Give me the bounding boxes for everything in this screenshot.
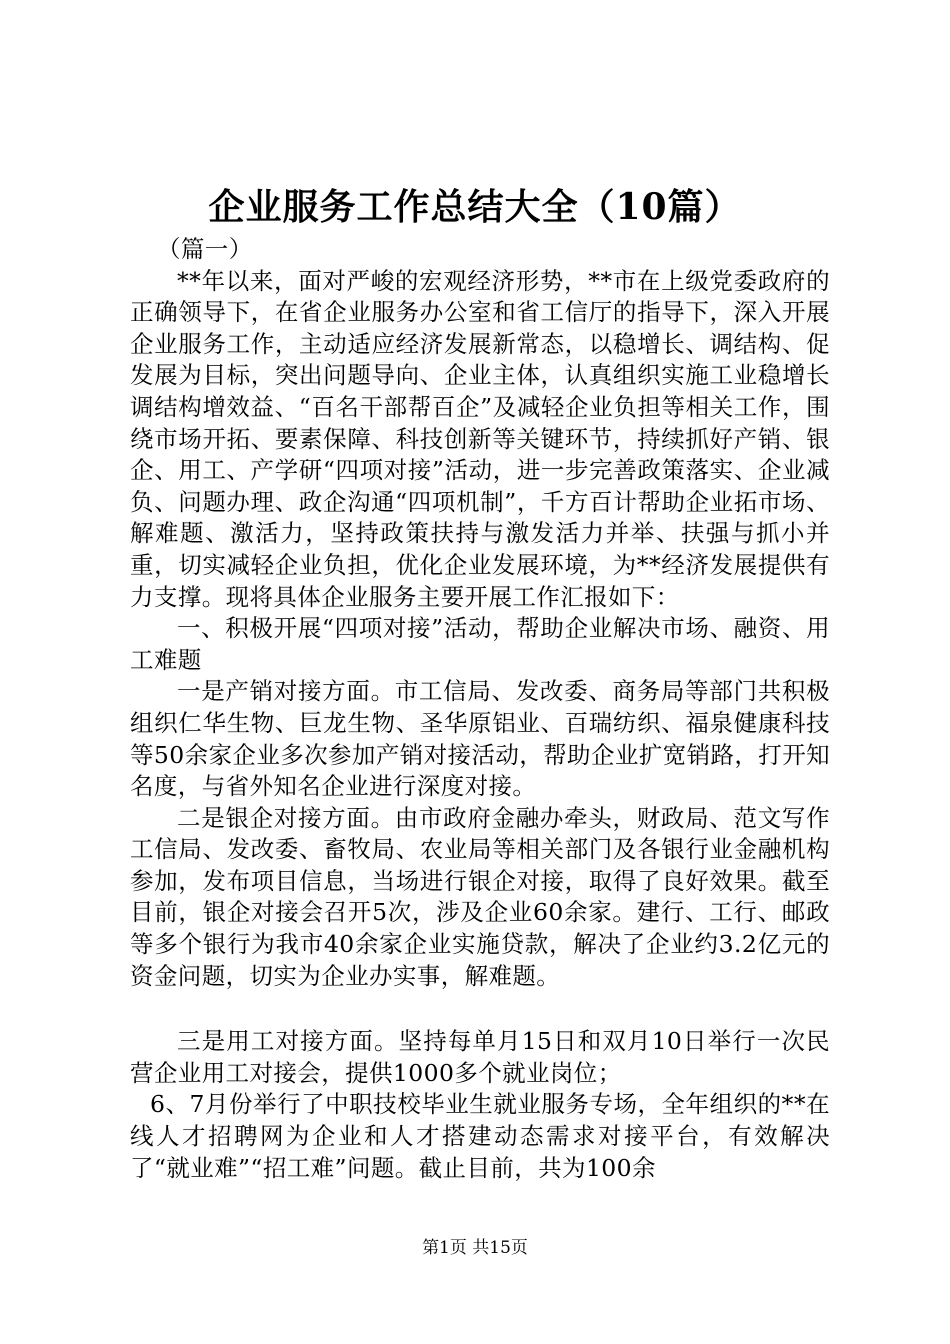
paragraph-sales-docking: 一是产销对接方面。市工信局、发改委、商务局等部门共积极组织仁华生物、巨龙生物、圣华原铝业、百瑞纺织、福泉健康科技等50余家企业多次参加产销对接活动，帮助企业扩宽销路，打开知名度，与省外知名企业进行深度对接。	[130, 677, 830, 801]
paragraph-heading-four-docking: 一、积极开展“四项对接”活动，帮助企业解决市场、融资、用工难题	[130, 614, 830, 674]
paragraph-bank-docking: 二是银企对接方面。由市政府金融办牵头，财政局、范文写作工信局、发改委、畜牧局、农业局等相关部门及各银行业金融机构参加，发布项目信息，当场进行银企对接，取得了良好效果。截至目前，银企对接会召开5次，涉及企业60余家。建行、工行、邮政等多个银行为我市40余家企业实施贷款，解决了企业约3.2亿元的资金问题，切实为企业办实事，解难题。	[130, 803, 830, 990]
blank-line	[130, 992, 830, 1026]
paragraph-graduate-employment: 6、7月份举行了中职技校毕业生就业服务专场，全年组织的**在线人才招聘网为企业和人才搭建动态需求对接平台，有效解决了“就业难”“招工难”问题。截止目前，共为100余	[130, 1090, 830, 1182]
paragraph-employment-docking: 三是用工对接方面。坚持每单月15日和双月10日举行一次民营企业用工对接会，提供1000多个就业岗位；	[130, 1027, 830, 1087]
document-title: 企业服务工作总结大全（10篇）	[208, 186, 742, 228]
page-number-footer: 第1页 共15页	[422, 1238, 528, 1258]
section-label: （篇一）	[157, 235, 253, 263]
paragraph-intro: **年以来，面对严峻的宏观经济形势，**市在上级党委政府的正确领导下，在省企业服务办公室和省工信厅的指导下，深入开展企业服务工作，主动适应经济发展新常态，以稳增长、调结构、促发展为目标，突出问题导向、企业主体，认真组织实施工业稳增长调结构增效益、“百名干部帮百企”及减轻企业负担等相关工作，围绕市场开拓、要素保障、科技创新等关键环节，持续抓好产销、银企、用工、产学研“四项对接”活动，进一步完善政策落实、企业减负、问题办理、政企沟通“四项机制”，千方百计帮助企业拓市场、解难题、激活力，坚持政策扶持与激发活力并举、扶强与抓小并重，切实减轻企业负担，优化企业发展环境，为**经济发展提供有力支撑。现将具体企业服务主要开展工作汇报如下：	[130, 266, 830, 611]
document-body	[130, 234, 830, 1184]
